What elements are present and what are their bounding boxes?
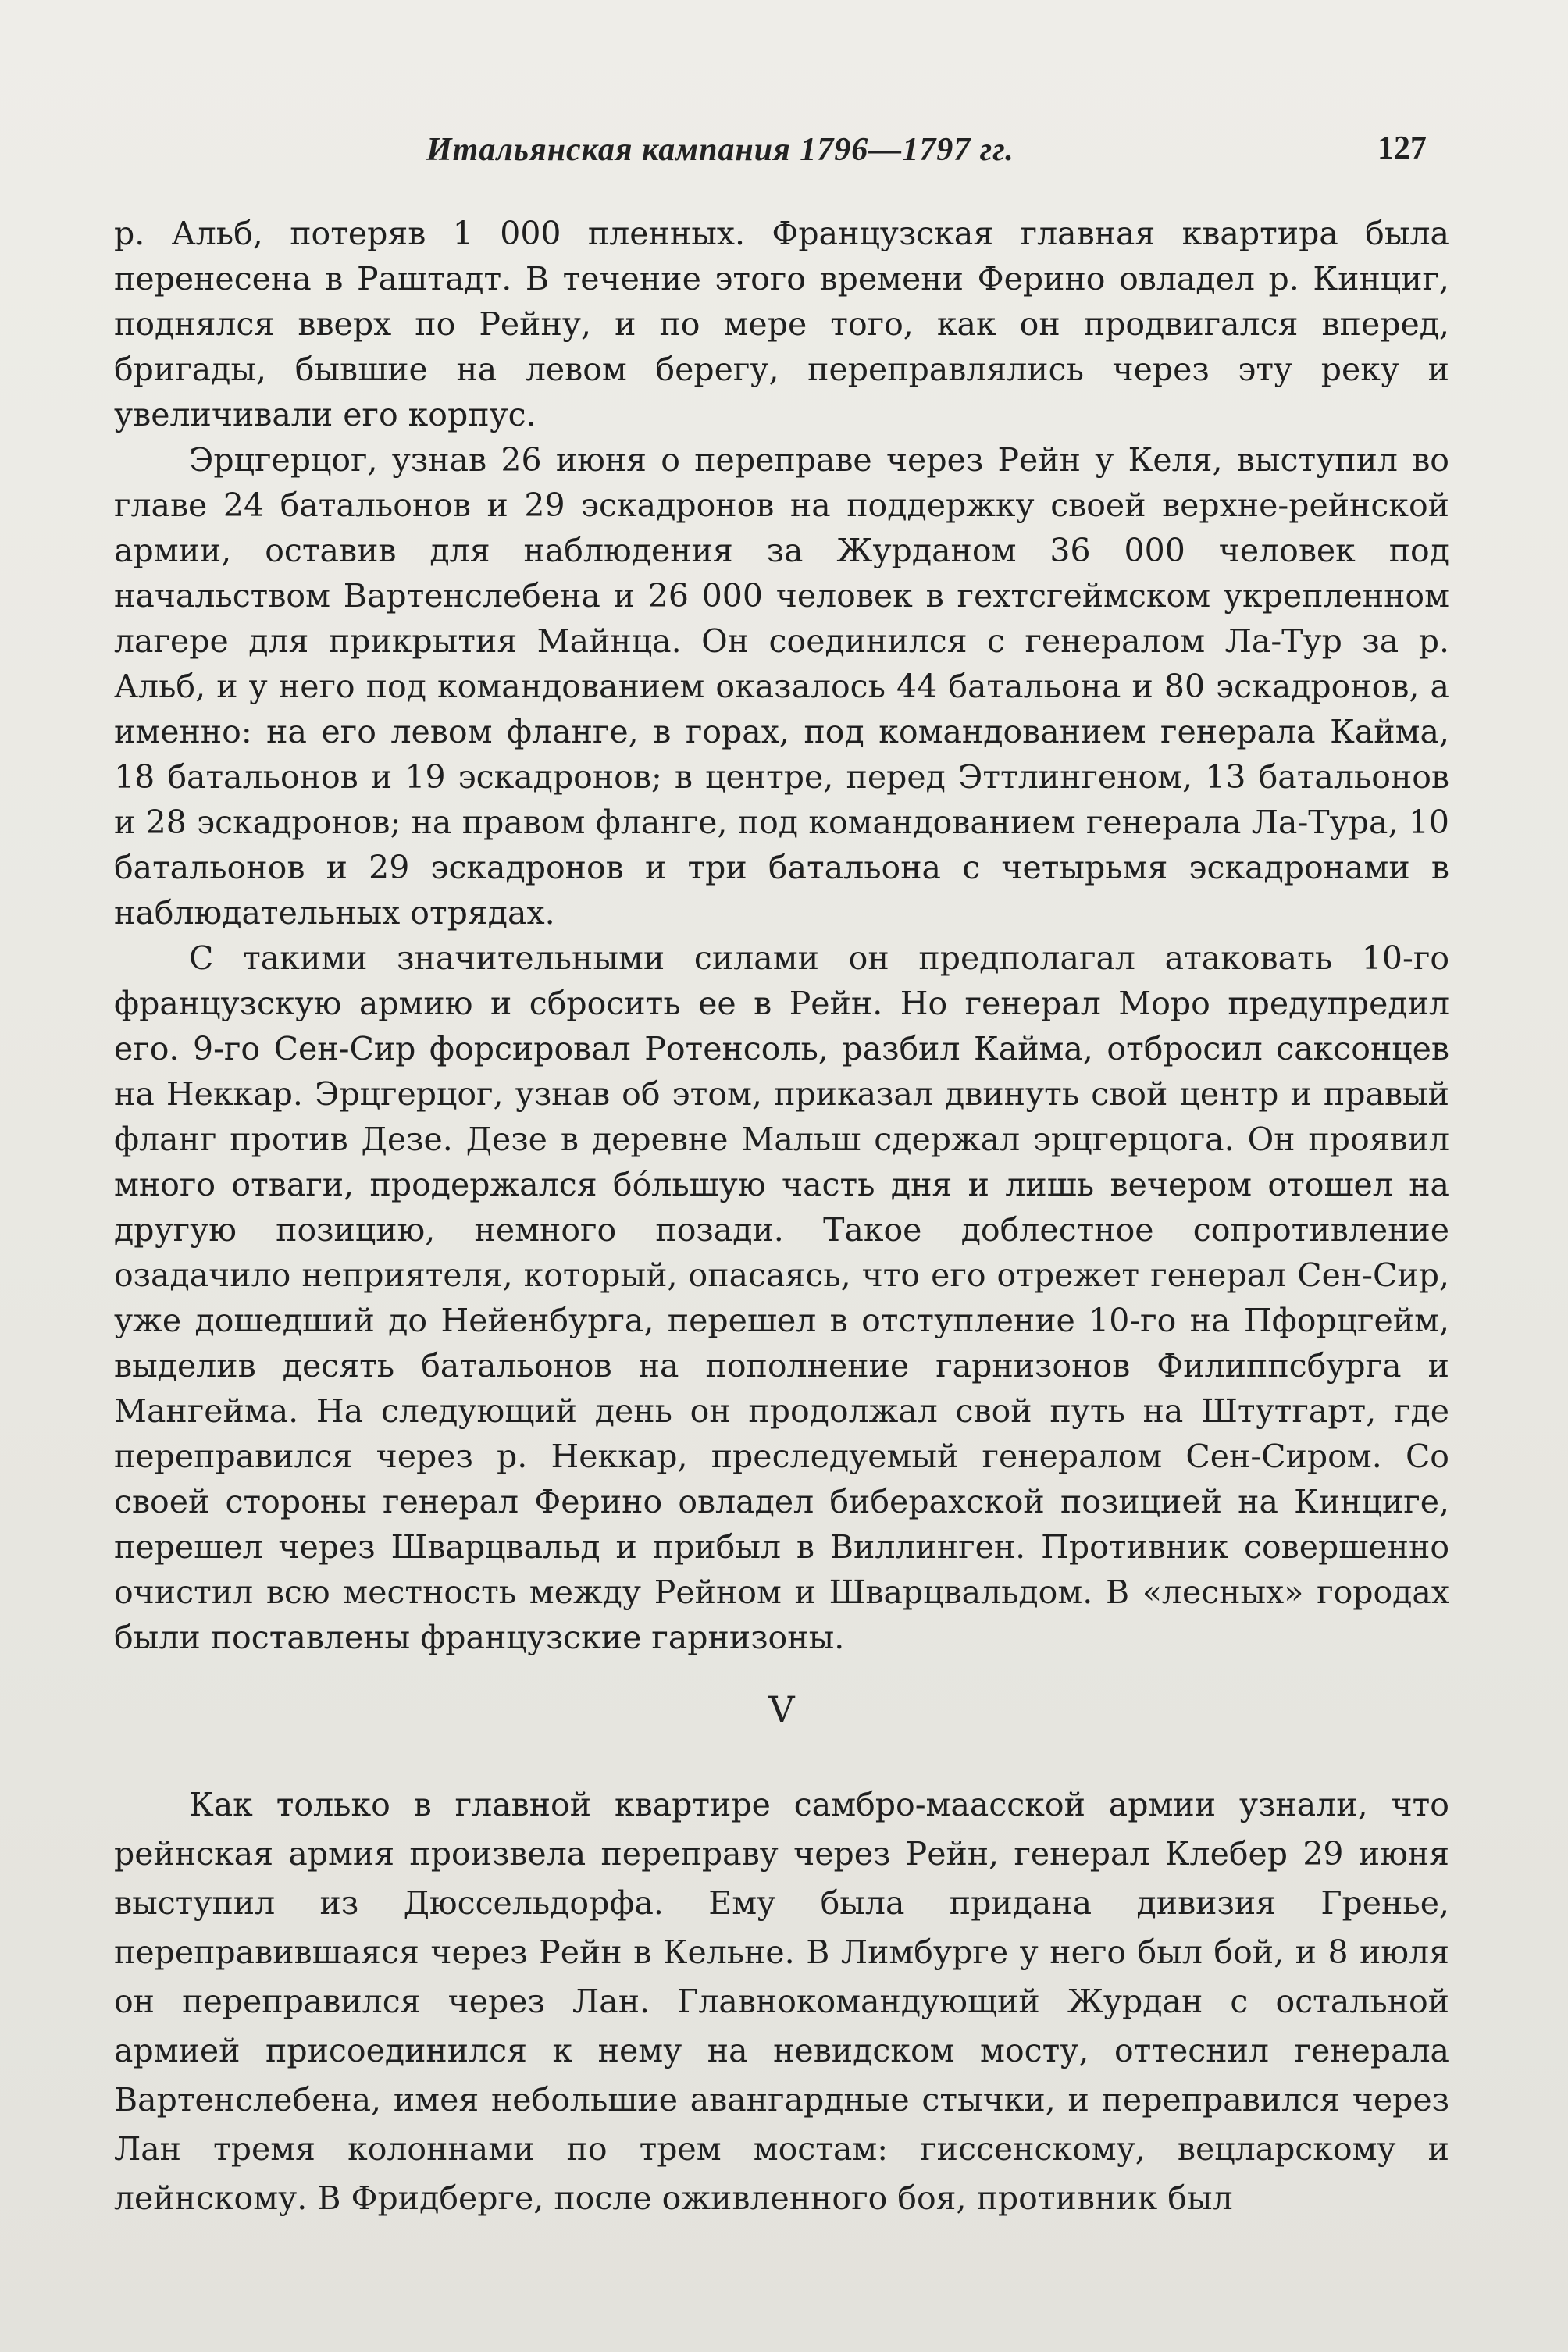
- text-body: [114, 211, 1449, 2223]
- paragraph-2: Эрцгерцог, узнав 26 июня о переправе через Рейн у Келя, выступил во главе 24 батальонов и 29 эскадронов на поддержку своей верхне-рейнской армии, оставив для наблюдения за Журданом 36 000 человек под начальством Вартенслебена и 26 000 человек в гехтсгеймском укрепленном лагере для прикрытия Майнца. Он соединился с генералом Ла-Тур за р. Альб, и у него под командованием оказалось 44 батальона и 80 эскадронов, а именно: на его левом фланге, в горах, под командованием генерала Кайма, 18 батальонов и 19 эскадронов; в центре, перед Эттлингеном, 13 батальонов и 28 эскадронов; на правом фланге, под командованием генерала Ла-Тура, 10 батальонов и 29 эскадронов и три батальона с четырьмя эскадронами в наблюдательных отрядах.: [114, 441, 1449, 932]
- section-heading: V: [768, 1688, 795, 1730]
- paragraph-3: С такими значительными силами он предполагал атаковать 10-го французскую армию и сбросить ее в Рейн. Но генерал Моро предупредил его. 9-го Сен-Сир форсировал Ротенсоль, разбил Кайма, отбросил саксонцев на Неккар. Эрцгерцог, узнав об этом, приказал двинуть свой центр и правый фланг против Дезе. Дезе в деревне Мальш сдержал эрцгерцога. Он проявил много отваги, продержался бо́льшую часть дня и лишь вечером отошел на другую позицию, немного позади. Такое доблестное сопротивление озадачило неприятеля, который, опасаясь, что его отрежет генерал Сен-Сир, уже дошедший до Нейенбурга, перешел в отступление 10-го на Пфорцгейм, выделив десять батальонов на пополнение гарнизонов Филиппсбурга и Мангейма. На следующий день он продолжал свой путь на Штутгарт, где переправился через р. Неккар, преследуемый генералом Сен-Сиром. Со своей стороны генерал Ферино овладел биберахской позицией на Кинциге, перешел через Шварцвальд и прибыл в Виллинген. Противник совершенно очистил всю местность между Рейном и Шварцвальдом. В «лесных» городах были поставлены французские гарнизоны.: [114, 939, 1449, 1656]
- page-number: 127: [1377, 130, 1427, 166]
- paragraph-4: Как только в главной квартире самбро-маасской армии узнали, что рейнская армия произвела переправу через Рейн, генерал Клебер 29 июня выступил из Дюссельдорфа. Ему была придана дивизия Гренье, переправившаяся через Рейн в Кельне. В Лимбурге у него был бой, и 8 июля он переправился через Лан. Главнокомандующий Журдан с остальной армией присоединился к нему на невидском мосту, оттеснил генерала Вартенслебена, имея небольшие авангардные стычки, и переправился через Лан тремя колоннами по трем мостам: гиссенскому, вецларскому и лейнскому. В Фридберге, после оживленного боя, противник был: [114, 1786, 1449, 2217]
- paragraph-1: р. Альб, потеряв 1 000 пленных. Французская главная квартира была перенесена в Раштадт. В течение этого времени Ферино овладел р. Кинциг, поднялся вверх по Рейну, и по мере того, как он продвигался вперед, бригады, бывшие на левом берегу, переправлялись через эту реку и увеличивали его корпус.: [114, 215, 1449, 433]
- running-head: Итальянская кампания 1796—1797 гг.: [426, 132, 1014, 168]
